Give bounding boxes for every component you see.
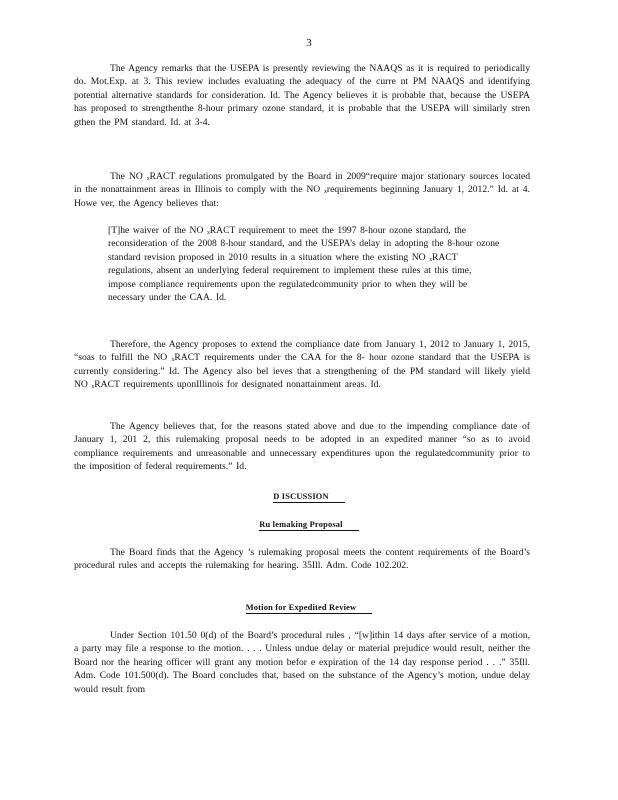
paragraph-extend-compliance: Therefore, the Agency proposes to extend the compliance date from January 1, 2012 to January 1, 2015, “soas to fulfill the NO ₓRACT requirements under the CAA for the 8- hour ozone standard that the USEPA is currently considering.” Id. The Agency also bel ieves that a strengthening of the PM standard will likely yield NO ₓRACT requirements uponIllinois for designated nonattainment areas. Id. xyxy=(74,339,530,391)
heading-motion-text: Motion for Expedited Review xyxy=(246,603,373,614)
paragraph-expedited: The Agency believes that, for the reasons stated above and due to the impending compliance date of January 1, 201 2, this rulemaking proposal needs to be adopted in an expedited manner “so as to avoid compliance requirements and unreasonable and unnecessary expenditures upon the regulatedcommunity prior to the imposition of federal requirements.” Id. xyxy=(74,421,530,473)
heading-discussion xyxy=(0,492,618,503)
block-quote: [T]he waiver of the NO ₓRACT requirement to meet the 1997 8-hour ozone standard, the reconsideration of the 2008 8-hour standard, and the USEPA’s delay in adopting the 8-hour ozone standard revision proposed in 2010 results in a situation where the existing NO ₓRACT regulations, absent an underlying federal requirement to implement these rules at this time, impose compliance requirements upon the regulatedcommunity prior to when they will be necessary under the CAA. Id. xyxy=(108,225,500,304)
heading-rulemaking-text: Ru lemaking Proposal xyxy=(259,520,358,531)
paragraph-nox-ract: The NO ₓRACT regulations promulgated by the Board in 2009“require major stationary sources located in the nonattainment areas in Illinois to comply with the NO ₓrequirements beginning January 1, 2012.” Id. at 4. Howe ver, the Agency believes that: xyxy=(74,171,530,209)
heading-rulemaking-proposal xyxy=(0,520,618,531)
page-number: 3 xyxy=(306,37,312,49)
heading-motion-expedited-review xyxy=(0,603,618,614)
paragraph-section-101500: Under Section 101.50 0(d) of the Board’s procedural rules , “[w]ithin 14 days after service of a motion, a party may file a response to the motion. . . . Unless undue delay or material prejudice would result, neither the Board nor the hearing officer will grant any motion befor e expiration of the 14 day response period . . .” 35Ill. Adm. Code 101.500(d). The Board concludes that, based on the substance of the Agency’s motion, undue delay would result from xyxy=(74,630,530,695)
paragraph-naaqs-review: The Agency remarks that the USEPA is presently reviewing the NAAQS as it is required to periodically do. Mot.Exp. at 3. This review includes evaluating the adequacy of the curre nt PM NAAQS and identifying potential alternative standards for consideration. Id. The Agency believes it is probable that, because the USEPA has proposed to strengthenthe 8-hour primary ozone standard, it is probable that the USEPA will similarly stren gthen the PM standard. Id. at 3-4. xyxy=(74,63,530,128)
heading-discussion-text: D ISCUSSION xyxy=(273,492,345,503)
paragraph-board-finds: The Board finds that the Agency ’s rulemaking proposal meets the content requirements of the Board’s procedural rules and accepts the rulemaking for hearing. 35Ill. Adm. Code 102.202. xyxy=(74,547,530,572)
